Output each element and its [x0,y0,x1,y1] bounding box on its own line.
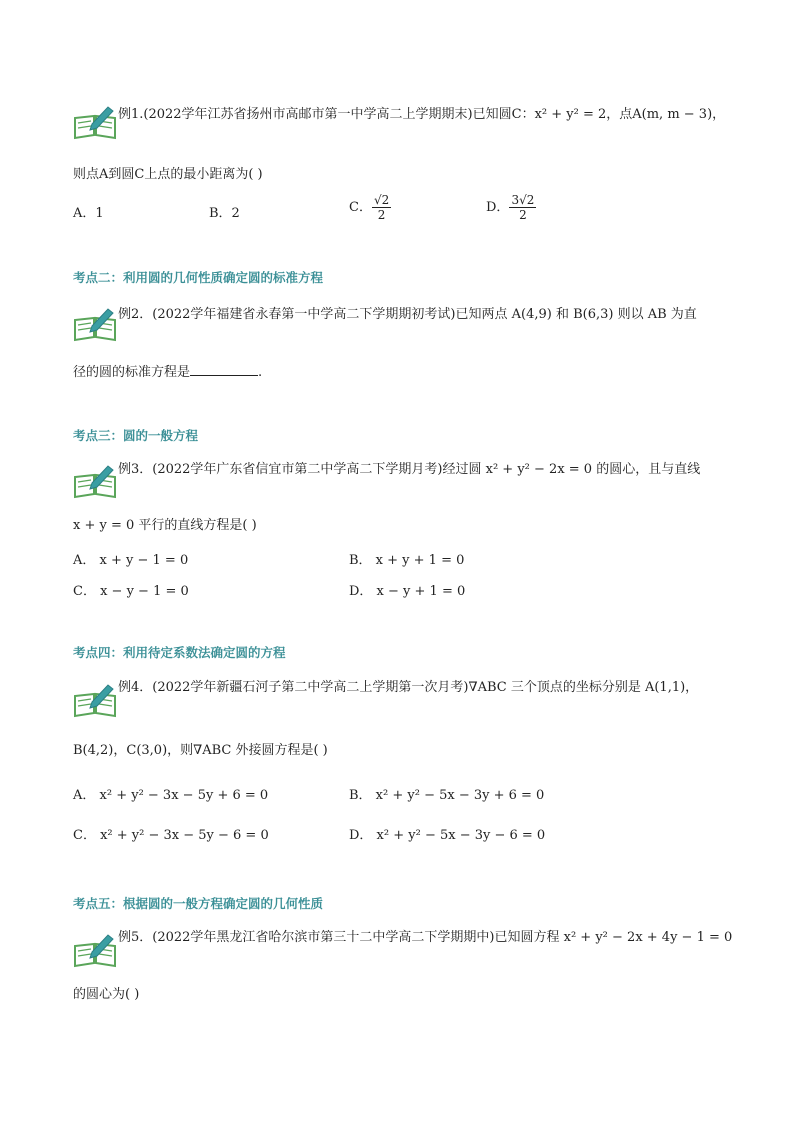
option-d-denominator: 2 [519,208,527,222]
option-c-numerator: √2 [373,193,390,207]
example-4-line-2: B(4,2)，C(3,0)，则∇ABC 外接圆方程是( ) [73,743,328,758]
example-3-option-a: A． x + y − 1 = 0 [73,553,189,568]
example-3-line-1: 例3．(2022学年广东省信宜市第二中学高二下学期月考)经过圆 x² + y² − 2x = 0 的圆心，且与直线 [118,462,701,477]
book-pencil-icon [72,306,118,342]
answer-blank[interactable] [190,362,258,376]
example-4-line-1: 例4．(2022学年新疆石河子第二中学高二上学期第一次月考)∇ABC 三个顶点的坐标分别是 A(1,1)， [118,680,699,695]
example-2-line-2 [73,362,262,382]
example-1-line-2: 则点A到圆C上点的最小距离为( ) [73,167,263,182]
example-4-option-d: D． x² + y² − 5x − 3y − 6 = 0 [349,828,546,843]
section-heading-5: 考点五：根据圆的一般方程确定圆的几何性质 [73,896,324,911]
book-pencil-icon [72,682,118,718]
example-3-option-d: D． x − y + 1 = 0 [349,584,466,599]
example-4-option-b: B． x² + y² − 5x − 3y + 6 = 0 [349,788,545,803]
example-3-option-c: C． x − y − 1 = 0 [73,584,189,599]
section-heading-3: 考点三：圆的一般方程 [73,428,199,443]
example-2-line-1: 例2．(2022学年福建省永春第一中学高二下学期期初考试)已知两点 A(4,9) 和 B(6,3) 则以 AB 为直 [118,307,697,322]
option-d-label: D． [486,200,510,215]
section-heading-4: 考点四：利用待定系数法确定圆的方程 [73,645,286,660]
option-c-label: C． [349,200,372,215]
example-1-option-a: A．1 [73,206,104,221]
example-5-line-2: 的圆心为( ) [73,987,140,1002]
example-1-line-1: 例1.(2022学年江苏省扬州市高邮市第一中学高二上学期期末)已知圆C：x² + y² = 2，点A(m, m − 3)， [118,107,726,122]
example-3-option-b: B． x + y + 1 = 0 [349,553,465,568]
example-4-option-c: C． x² + y² − 3x − 5y − 6 = 0 [73,828,269,843]
section-heading-2: 考点二：利用圆的几何性质确定圆的标准方程 [73,270,324,285]
option-d-fraction [509,193,536,222]
option-c-denominator: 2 [377,208,386,222]
example-4-option-a: A． x² + y² − 3x − 5y + 6 = 0 [73,788,269,803]
example-1-option-d [486,193,536,222]
example-5-line-1: 例5．(2022学年黑龙江省哈尔滨市第三十二中学高二下学期期中)已知圆方程 x² + y² − 2x + 4y − 1 = 0 [118,930,733,945]
example-2-period: . [258,365,263,380]
book-pencil-icon [72,104,118,140]
option-d-numerator: 3√2 [511,193,535,207]
example-3-line-2: x + y = 0 平行的直线方程是( ) [73,518,257,533]
book-pencil-icon [72,463,118,499]
example-1-option-b: B．2 [209,206,240,221]
book-pencil-icon [72,932,118,968]
example-2-line-2-text: 径的圆的标准方程是 [73,365,191,380]
option-c-fraction [372,193,391,222]
example-1-option-c [349,193,391,222]
